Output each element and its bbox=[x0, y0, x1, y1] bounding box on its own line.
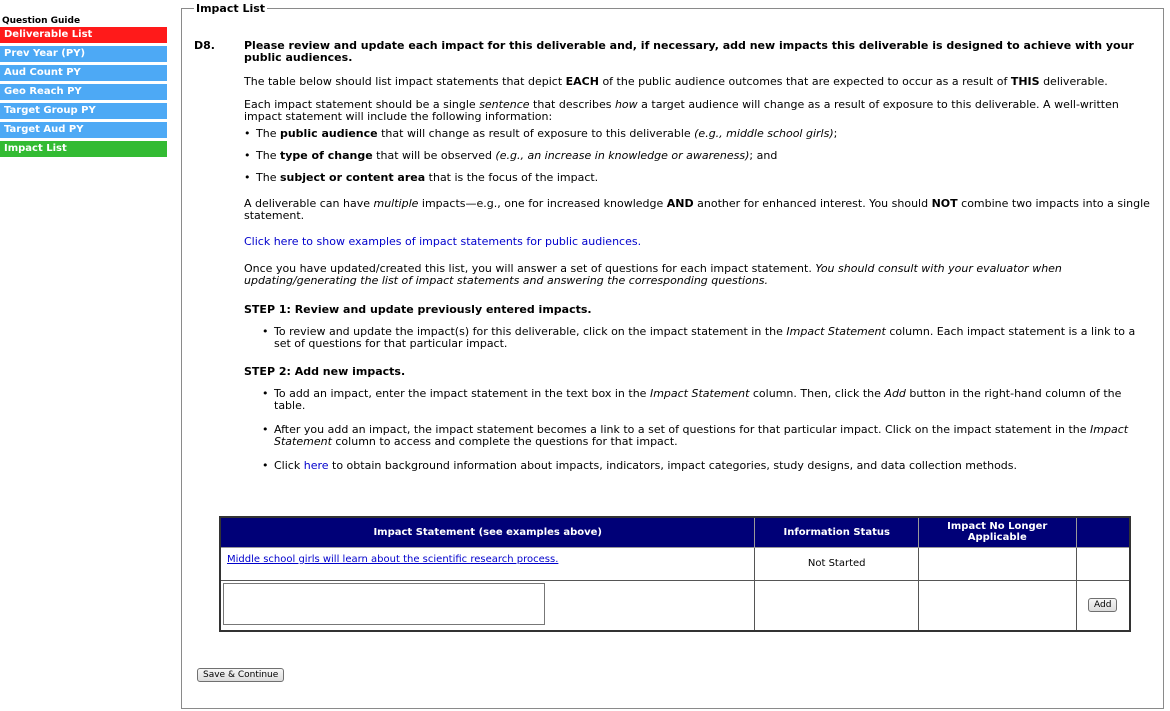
impact-list-fieldset bbox=[181, 2, 1164, 709]
question-title: Please review and update each impact for this deliverable and, if necessary, add new impacts this deliverable is designed to achieve with your public audiences. bbox=[244, 39, 1134, 64]
question-guide-title: Question Guide bbox=[2, 16, 81, 26]
save-continue-button[interactable]: Save & Continue bbox=[197, 668, 284, 682]
header-impact-statement: Impact Statement (see examples above) bbox=[220, 517, 755, 547]
table-row bbox=[220, 547, 1130, 580]
add-button[interactable]: Add bbox=[1088, 598, 1117, 612]
header-no-longer-applicable: Impact No Longer Applicable bbox=[918, 517, 1076, 547]
new-applicable-cell bbox=[918, 580, 1076, 631]
sidebar-item-geo-reach-py[interactable]: Geo Reach PY bbox=[0, 84, 167, 100]
fieldset-legend: Impact List bbox=[196, 2, 266, 15]
impact-statement-cell bbox=[220, 547, 755, 580]
sidebar-item-target-group-py[interactable]: Target Group PY bbox=[0, 103, 167, 119]
sentence-paragraph: Each impact statement should be a single sentence that describes how a target audience will change as a result of exposure to this deliverable. A well-written impact statement will include the following information: bbox=[244, 98, 1119, 123]
new-impact-row bbox=[220, 580, 1130, 631]
new-impact-cell bbox=[220, 580, 755, 631]
impact-info-list bbox=[244, 128, 1154, 184]
examples-link[interactable]: Click here to show examples of impact statements for public audiences. bbox=[244, 235, 642, 248]
intro-paragraph: The table below should list impact statements that depict EACH of the public audience outcomes that are expected to occur as a result of THIS deliverable. bbox=[244, 75, 1108, 88]
header-information-status: Information Status bbox=[755, 517, 919, 547]
step1-list bbox=[244, 326, 1154, 350]
sidebar-item-impact-list[interactable]: Impact List bbox=[0, 141, 167, 157]
step2-heading: STEP 2: Add new impacts. bbox=[244, 365, 406, 378]
list-item: • The type of change that will be observed (e.g., an increase in knowledge or awareness); and bbox=[244, 150, 1154, 172]
header-actions bbox=[1076, 517, 1130, 547]
multiple-impacts-paragraph: A deliverable can have multiple impacts—e.g., one for increased knowledge AND another for enhanced interest. You should NOT combine two impacts into a single statement. bbox=[244, 197, 1150, 222]
consult-paragraph: Once you have updated/created this list, you will answer a set of questions for each impact statement. You should consult with your evaluator when updating/generating the list of impact statements and answering the corresponding questions. bbox=[244, 262, 1062, 287]
sidebar-item-target-aud-py[interactable]: Target Aud PY bbox=[0, 122, 167, 138]
step1-heading: STEP 1: Review and update previously entered impacts. bbox=[244, 303, 592, 316]
new-impact-textarea[interactable] bbox=[223, 583, 545, 625]
list-item: • The subject or content area that is the focus of the impact. bbox=[244, 172, 1154, 184]
question-number: D8. bbox=[194, 39, 215, 52]
list-item: • To add an impact, enter the impact statement in the text box in the Impact Statement column. Then, click the Add button in the right-hand column of the table. bbox=[262, 388, 1154, 412]
no-longer-applicable-cell bbox=[918, 547, 1076, 580]
question-guide-sidebar bbox=[0, 16, 167, 160]
new-actions-cell bbox=[1076, 580, 1130, 631]
sidebar-item-aud-count-py[interactable]: Aud Count PY bbox=[0, 65, 167, 81]
impact-table bbox=[219, 516, 1131, 632]
table-header-row bbox=[220, 517, 1130, 547]
information-status-cell: Not Started bbox=[755, 547, 919, 580]
list-item: • Click here to obtain background information about impacts, indicators, impact categories, study designs, and data collection methods. bbox=[262, 460, 1154, 472]
sidebar-item-deliverable-list[interactable]: Deliverable List bbox=[0, 27, 167, 43]
question-body bbox=[244, 40, 1154, 472]
step2-list bbox=[244, 388, 1154, 472]
impact-statement-link[interactable]: Middle school girls will learn about the scientific research process. bbox=[227, 553, 559, 565]
question-guide-nav bbox=[0, 27, 167, 157]
actions-cell bbox=[1076, 547, 1130, 580]
list-item: • To review and update the impact(s) for this deliverable, click on the impact statement in the Impact Statement column. Each impact statement is a link to a set of questions for that particular impact. bbox=[262, 326, 1154, 350]
list-item: • The public audience that will change as result of exposure to this deliverable (e.g., middle school girls); bbox=[244, 128, 1154, 150]
new-status-cell bbox=[755, 580, 919, 631]
sidebar-item-prev-year-py[interactable]: Prev Year (PY) bbox=[0, 46, 167, 62]
background-info-link[interactable]: here bbox=[303, 459, 329, 472]
list-item: • After you add an impact, the impact statement becomes a link to a set of questions for that particular impact. Click on the impact statement in the Impact Statement column to access and complete the questions for that impact. bbox=[262, 424, 1154, 448]
